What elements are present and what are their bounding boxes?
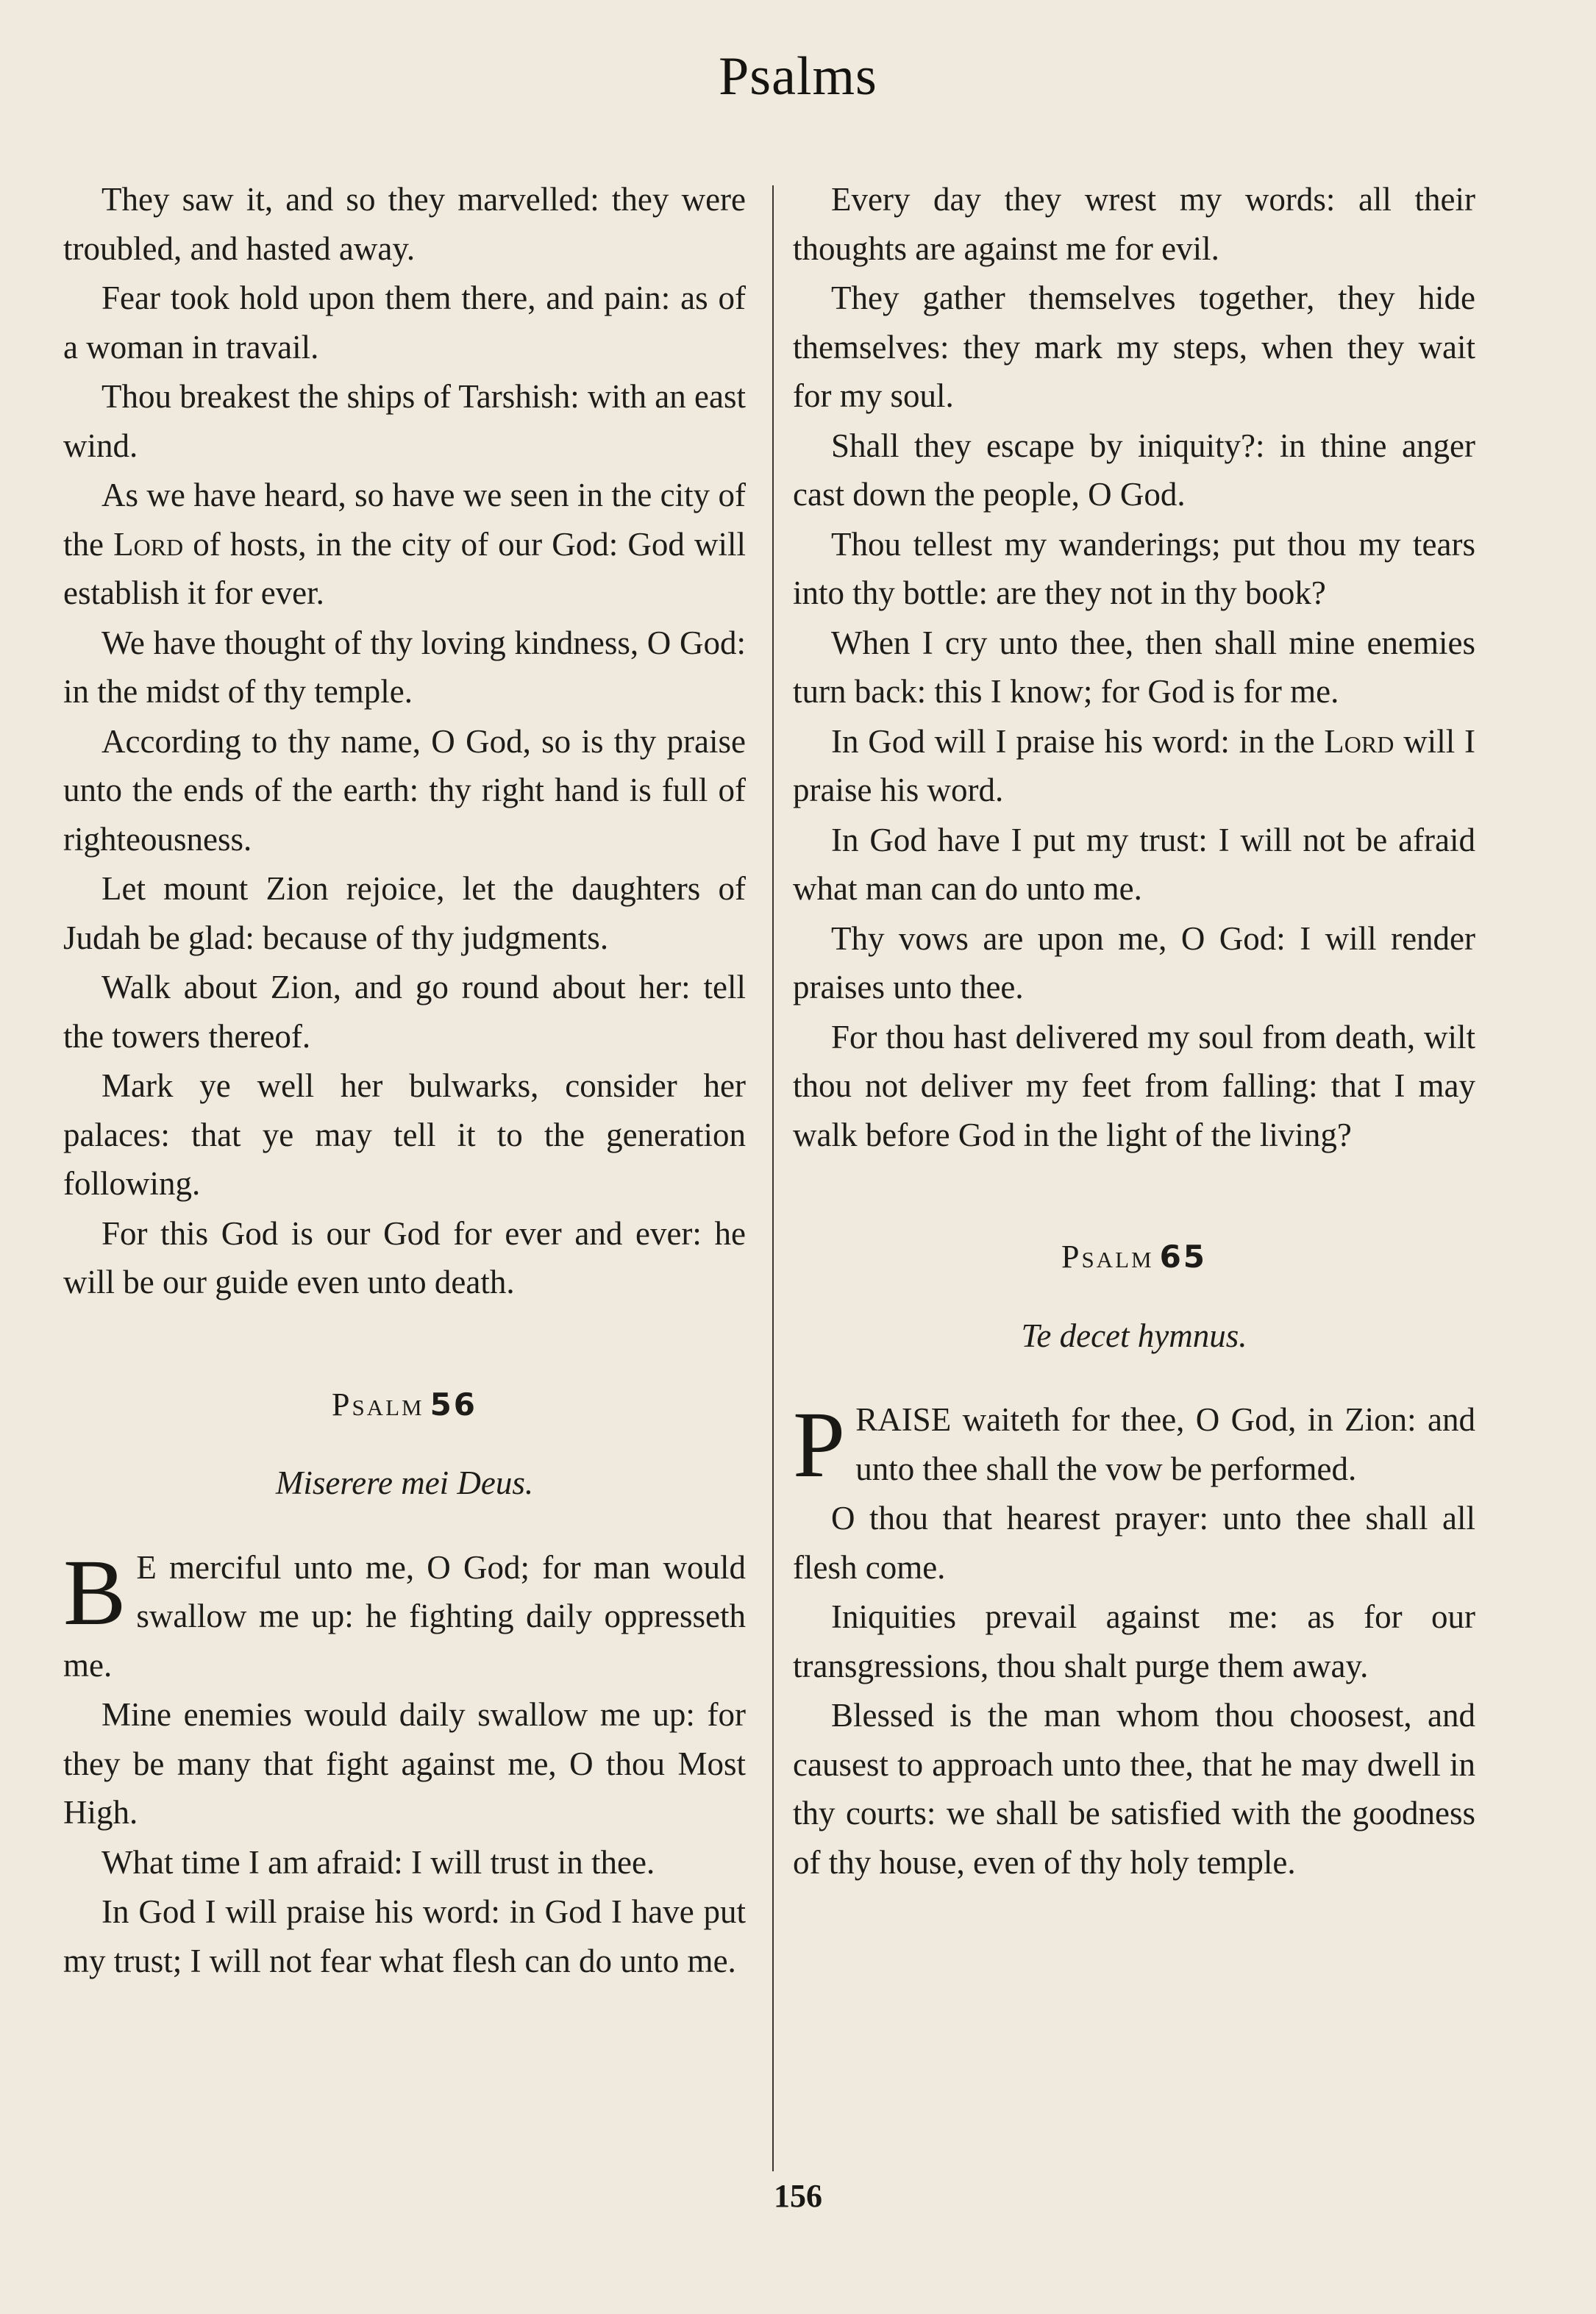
divine-name: Lord [113, 525, 184, 563]
verse-text: In God will I praise his word: in the [831, 722, 1315, 760]
verse: For this God is our God for ever and ever: he will be our guide even unto death. [63, 1214, 746, 1300]
psalm-subtitle: Te decet hymnus. [1021, 1317, 1247, 1354]
psalm-heading [793, 1233, 1475, 1282]
page-number: 156 [774, 2178, 822, 2214]
verse: Fear took hold upon them there, and pain: as of a woman in travail. [63, 280, 746, 366]
verse: Every day they wrest my words: all their thoughts are against me for evil. [793, 181, 1475, 267]
first-verse [793, 1392, 1475, 1497]
verse-text: RAISE waiteth for thee, O God, in Zion: and unto thee shall the vow be performed. [855, 1401, 1475, 1487]
verse: For thou hast delivered my soul from death, wilt thou not deliver my feet from falling: that I may walk before God in the light of the living? [793, 1018, 1475, 1153]
drop-cap: B [63, 1539, 127, 1645]
verse-text: of hosts, in the city of our God: God will establish it for ever. [63, 525, 747, 611]
verse-text: As we have heard, so have we seen in the city of the [63, 477, 746, 563]
psalm-label: Psalm [1061, 1239, 1154, 1275]
verse: O thou that hearest prayer: unto thee shall all flesh come. [793, 1500, 1475, 1586]
psalm-label: Psalm [331, 1386, 424, 1423]
psalm-number: 65 [1159, 1239, 1208, 1275]
verse: According to thy name, O God, so is thy praise unto the ends of the earth: thy right hand is full of righteousness. [63, 722, 746, 858]
verse: Mine enemies would daily swallow me up: for they be many that fight against me, O thou Most High. [63, 1696, 746, 1831]
psalm-heading [63, 1381, 746, 1430]
psalm-number: 56 [430, 1386, 478, 1423]
divine-name: Lord [1324, 722, 1394, 760]
verse-text: E merciful unto me, O God; for man would swallow me up: he fighting daily oppresseth me. [63, 1548, 746, 1684]
left-column [63, 175, 746, 1986]
verse: They gather themselves together, they hide themselves: they mark my steps, when they wait for my soul. [793, 280, 1475, 414]
verse: Thou breakest the ships of Tarshish: with an east wind. [63, 378, 746, 464]
verse: In God have I put my trust: I will not be afraid what man can do unto me. [793, 821, 1475, 907]
verse: Walk about Zion, and go round about her: tell the towers thereof. [63, 969, 746, 1055]
verse: In God I will praise his word: in God I have put my trust; I will not fear what flesh can do unto me. [63, 1893, 746, 1979]
verse: We have thought of thy loving kindness, O God: in the midst of thy temple. [63, 624, 746, 710]
right-column [793, 175, 1475, 1887]
verse: Thou tellest my wanderings; put thou my tears into thy bottle: are they not in thy book? [793, 525, 1475, 611]
column-divider [772, 185, 774, 2171]
drop-cap: P [793, 1392, 846, 1497]
verse: Mark ye well her bulwarks, consider her palaces: that ye may tell it to the generation following. [63, 1067, 746, 1202]
verse: Let mount Zion rejoice, let the daughters of Judah be glad: because of thy judgments. [63, 870, 746, 956]
verse: They saw it, and so they marvelled: they were troubled, and hasted away. [63, 181, 746, 267]
verse: Shall they escape by iniquity?: in thine anger cast down the people, O God. [793, 427, 1475, 513]
verse: What time I am afraid: I will trust in thee. [101, 1843, 655, 1881]
verse: Blessed is the man whom thou choosest, and causest to approach unto thee, that he may dwell in thy courts: we shall be satisfied with the goodness of thy house, even of thy holy temple. [793, 1697, 1475, 1881]
first-verse [63, 1539, 746, 1690]
verse [63, 471, 746, 618]
verse: Iniquities prevail against me: as for our transgressions, thou shalt purge them away. [793, 1598, 1475, 1684]
verse-text: will I praise his word. [793, 722, 1475, 808]
page-title: Psalms [719, 46, 877, 107]
verse: Thy vows are upon me, O God: I will render praises unto thee. [793, 919, 1475, 1005]
psalm-subtitle: Miserere mei Deus. [275, 1464, 534, 1501]
verse [793, 717, 1475, 815]
verse: When I cry unto thee, then shall mine enemies turn back: this I know; for God is for me. [793, 624, 1475, 710]
